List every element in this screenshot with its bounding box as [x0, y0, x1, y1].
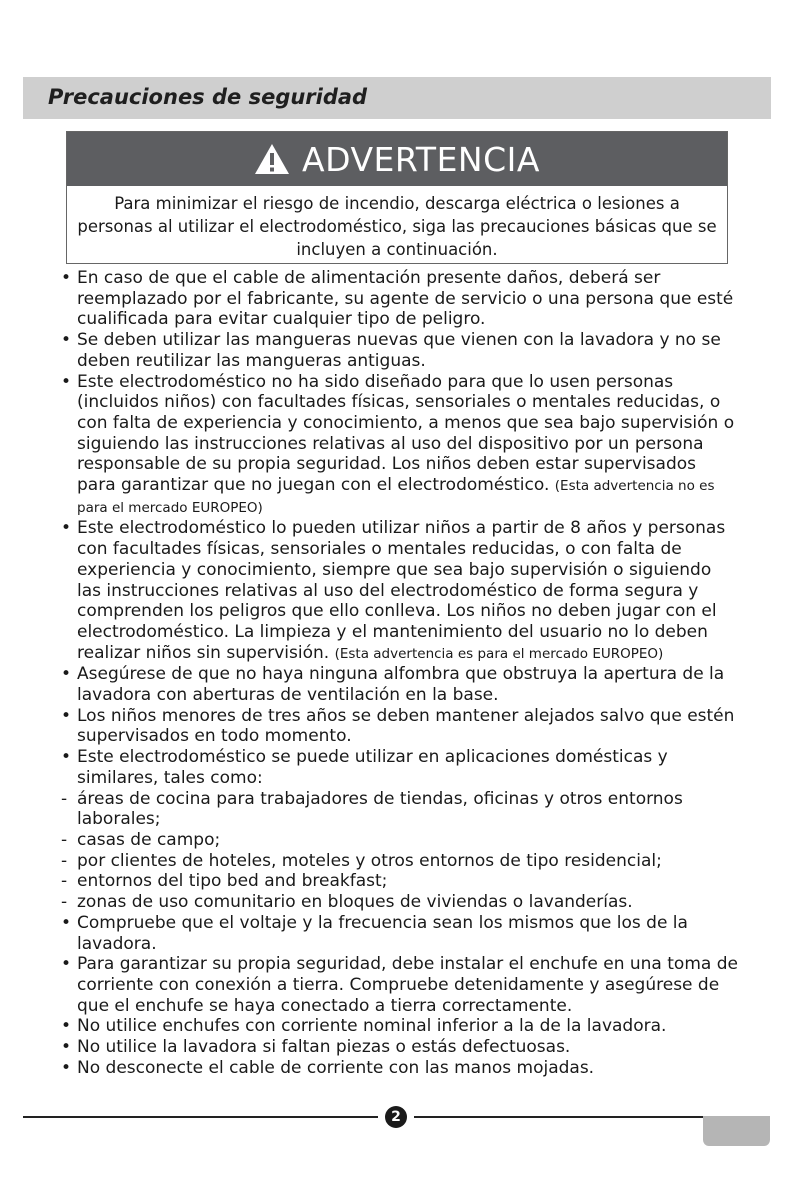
list-item: • Los niños menores de tres años se deben mantener alejados salvo que estén supervisados en todo momento. [60, 706, 740, 747]
list-item: • En caso de que el cable de alimentación presente daños, deberá ser reemplazado por el fabricante, su agente de servicio o una persona que esté cualificada para evitar cualquier tipo de peligro. [60, 268, 740, 330]
warning-title: ADVERTENCIA [302, 139, 540, 179]
list-item: • Compruebe que el voltaje y la frecuencia sean los mismos que los de la lavadora. [60, 913, 740, 954]
warning-box [66, 131, 728, 264]
sub-list-item: - entornos del tipo bed and breakfast; [60, 871, 740, 892]
list-item: • No utilice la lavadora si faltan piezas o estás defectuosas. [60, 1037, 740, 1058]
list-item: • Este electrodoméstico se puede utilizar en aplicaciones domésticas y similares, tales como: [60, 747, 740, 788]
sub-list-item: - casas de campo; [60, 830, 740, 851]
section-title: Precauciones de seguridad [48, 85, 368, 109]
list-item: • Este electrodoméstico no ha sido diseñado para que lo usen personas (incluidos niños) con facultades físicas, sensoriales o mentales reducidas, o con falta de experiencia y conocimiento, a menos que sea bajo supervisión o siguiendo las instrucciones relativas al uso del dispositivo por un persona responsable de su propia seguridad. Los niños deben estar supervisados para garantizar que no juegan con el electrodoméstico. (Esta advertencia no es para el mercado EUROPEO) [60, 372, 740, 519]
list-item: • No desconecte el cable de corriente con las manos mojadas. [60, 1058, 740, 1079]
precautions-list [60, 268, 740, 1078]
sub-list-item: - por clientes de hoteles, moteles y otros entornos de tipo residencial; [60, 851, 740, 872]
list-item: • Asegúrese de que no haya ninguna alfombra que obstruya la apertura de la lavadora con aberturas de ventilación en la base. [60, 664, 740, 705]
market-note: (Esta advertencia no es para el mercado EUROPEO) [77, 478, 715, 516]
section-header [23, 77, 771, 119]
sub-list-item: - áreas de cocina para trabajadores de tiendas, oficinas y otros entornos laborales; [60, 789, 740, 830]
list-item: • Para garantizar su propia seguridad, debe instalar el enchufe en una toma de corriente con conexión a tierra. Compruebe detenidamente y asegúrese de que el enchufe se haya conectado a tierra correctamente. [60, 954, 740, 1016]
warning-text: Para minimizar el riesgo de incendio, descarga eléctrica o lesiones a personas al utilizar el electrodoméstico, siga las precauciones básicas que se incluyen a continuación. [77, 194, 717, 259]
sub-list-item: - zonas de uso comunitario en bloques de viviendas o lavanderías. [60, 892, 740, 913]
list-item: • No utilice enchufes con corriente nominal inferior a la de la lavadora. [60, 1016, 740, 1037]
page-number-badge: 2 [385, 1106, 407, 1128]
list-item: • Este electrodoméstico lo pueden utilizar niños a partir de 8 años y personas con facultades físicas, sensoriales o mentales reducidas, o con falta de experiencia y conocimiento, siempre que sea bajo supervisión o siguiendo las instrucciones relativas al uso del electrodoméstico de forma segura y comprenden los peligros que ello conlleva. Los niños no deben jugar con el electrodoméstico. La limpieza y el mantenimiento del usuario no lo deben realizar niños sin supervisión. (Esta advertencia es para el mercado EUROPEO) [60, 518, 740, 664]
warning-triangle-icon [254, 143, 290, 175]
footer-divider-left [23, 1116, 378, 1118]
warning-banner [67, 132, 727, 186]
list-item: • Se deben utilizar las mangueras nuevas que vienen con la lavadora y no se deben reutilizar las mangueras antiguas. [60, 330, 740, 371]
page-tab [703, 1116, 770, 1146]
market-note: (Esta advertencia es para el mercado EUROPEO) [334, 645, 664, 662]
